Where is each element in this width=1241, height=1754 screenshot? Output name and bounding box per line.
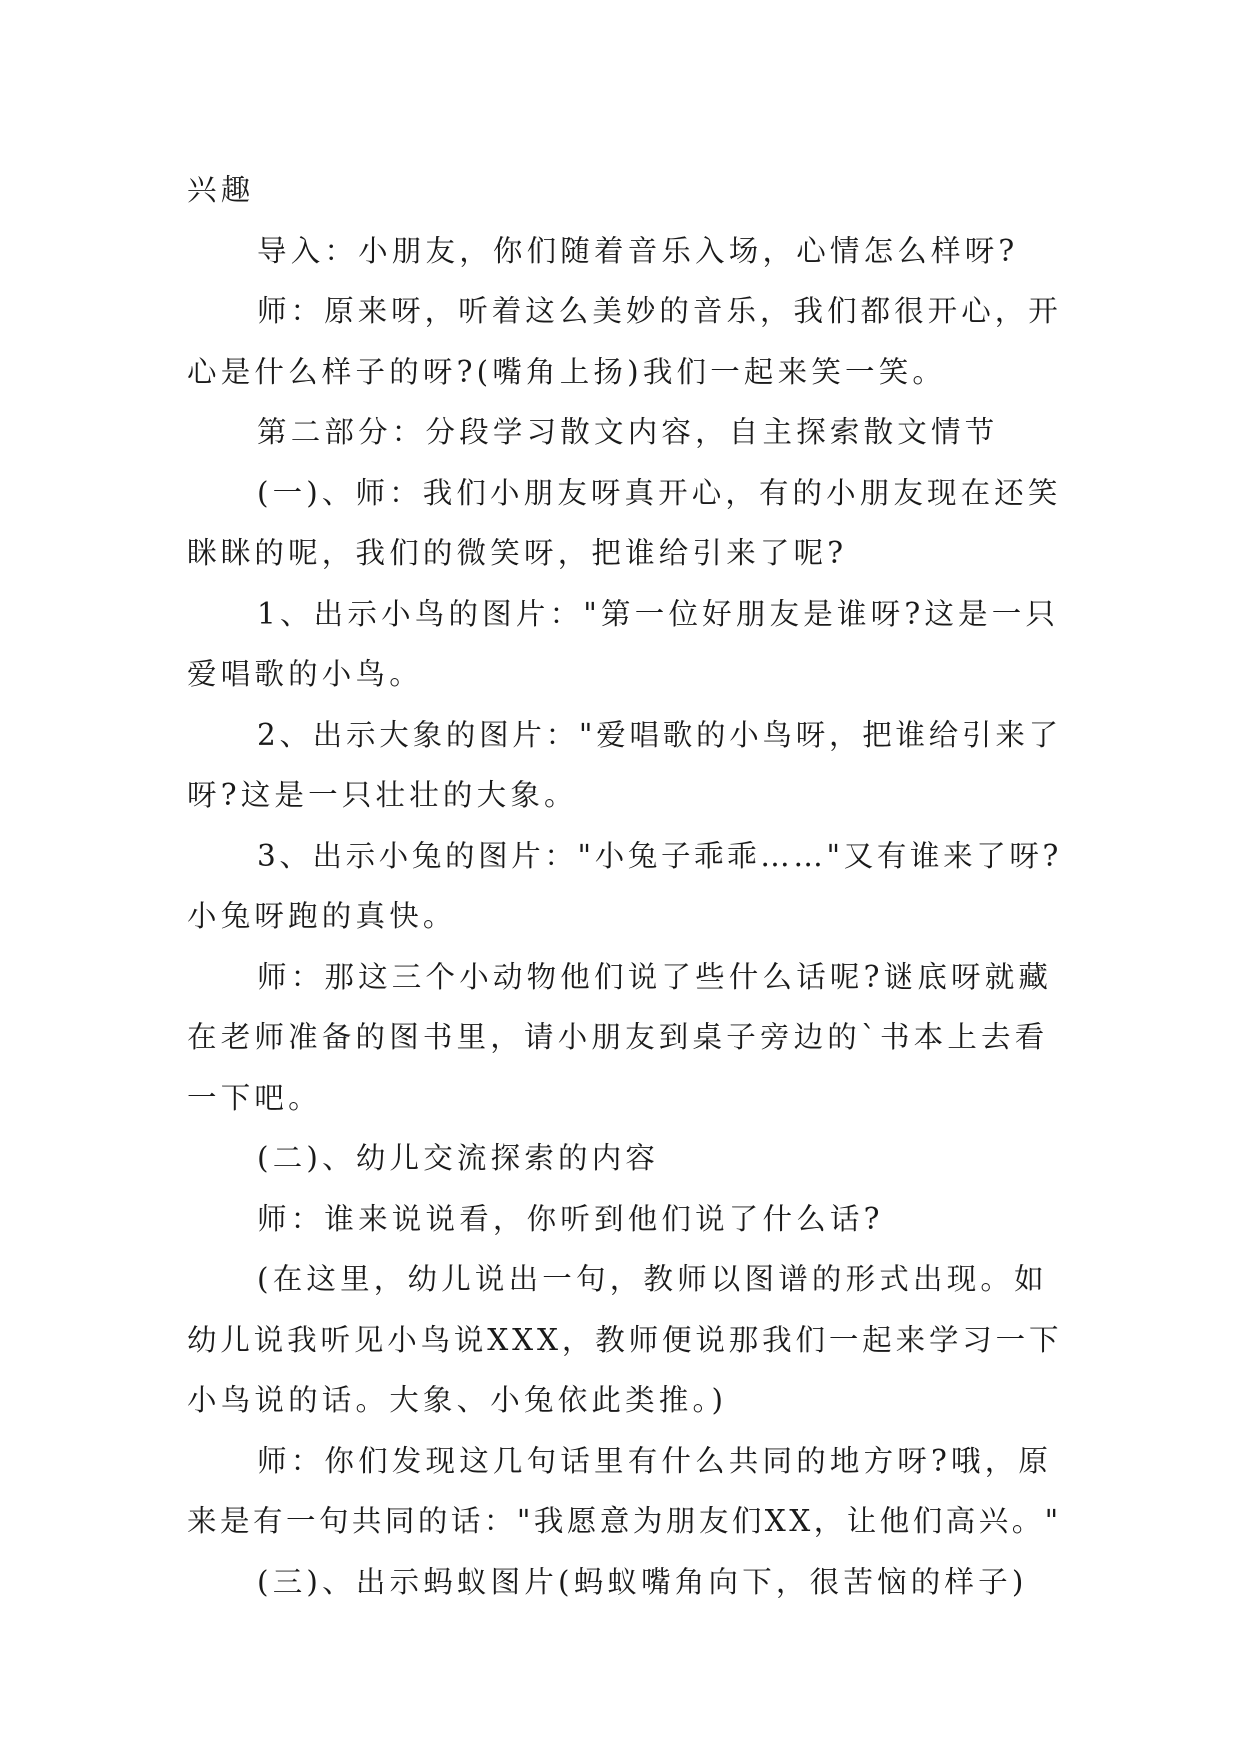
text-line: 爱唱歌的小鸟。 [187, 657, 423, 691]
text-line: (二)、幼儿交流探索的内容 [257, 1141, 660, 1175]
text-line: 心是什么样子的呀?(嘴角上扬)我们一起来笑一笑。 [187, 354, 947, 389]
text-line: 师：原来呀，听着这么美妙的音乐，我们都很开心，开 [257, 294, 1062, 328]
text-line: 眯眯的呢，我们的微笑呀，把谁给引来了呢? [187, 536, 848, 570]
text-line: 来是有一句共同的话："我愿意为朋友们XX，让他们高兴。" [187, 1504, 1062, 1538]
text-line: 2、出示大象的图片："爱唱歌的小鸟呀，把谁给引来了 [257, 717, 1062, 752]
text-line: 导入：小朋友，你们随着音乐入场，心情怎么样呀? [257, 233, 1019, 268]
text-line: 幼儿说我听见小鸟说XXX，教师便说那我们一起来学习一下 [187, 1322, 1063, 1357]
document-body [187, 160, 1062, 1612]
text-line: 师：你们发现这几句话里有什么共同的地方呀?哦，原 [257, 1443, 1053, 1478]
text-line: (在这里，幼儿说出一句，教师以图谱的形式出现。如 [257, 1262, 1048, 1296]
text-line: 3、出示小兔的图片："小兔子乖乖……"又有谁来了呀? [257, 838, 1062, 873]
text-line: (三)、出示蚂蚁图片(蚂蚁嘴角向下，很苦恼的样子) [257, 1564, 1028, 1599]
text-line: 一下吧。 [187, 1080, 322, 1115]
text-line: 师：那这三个小动物他们说了些什么话呢?谜底呀就藏 [257, 959, 1053, 994]
text-line: 小鸟说的话。大象、小兔依此类推。) [187, 1383, 728, 1417]
section-heading: 第二部分：分段学习散文内容，自主探索散文情节 [257, 415, 999, 449]
text-line: (一)、师：我们小朋友呀真开心，有的小朋友现在还笑 [257, 475, 1062, 510]
text-line: 1、出示小鸟的图片："第一位好朋友是谁呀?这是一只 [257, 596, 1060, 631]
text-line: 呀?这是一只壮壮的大象。 [187, 778, 578, 812]
text-line: 师：谁来说说看，你听到他们说了什么话? [257, 1201, 884, 1236]
text-line: 在老师准备的图书里，请小朋友到桌子旁边的`书本上去看 [187, 1020, 1049, 1054]
text-line: 小兔呀跑的真快。 [187, 899, 457, 933]
text-line: 兴趣 [187, 173, 255, 207]
